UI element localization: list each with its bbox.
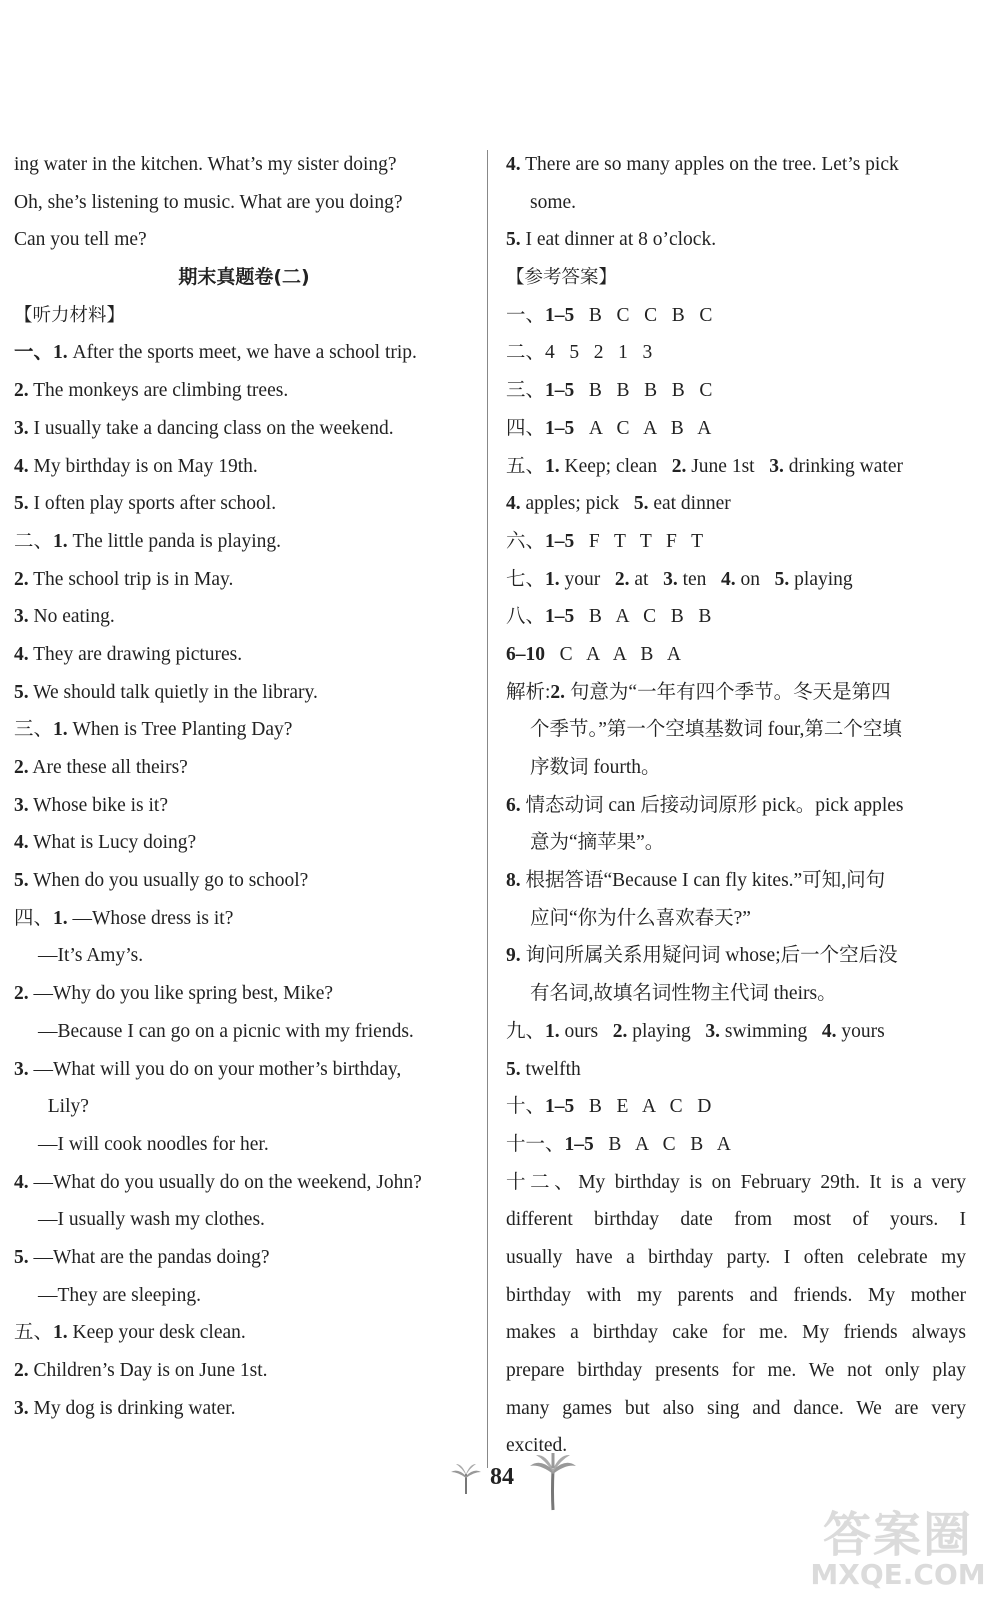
text-segment: My birthday is on May 19th.: [28, 455, 258, 477]
item-number: 4.: [14, 643, 29, 665]
text-segment: Keep your desk clean.: [67, 1322, 246, 1344]
text-segment: A C A B A: [574, 417, 712, 439]
item-number: 1.: [545, 1020, 560, 1042]
text-segment: 二、4 5 2 1 3: [506, 342, 653, 364]
left-column: [14, 146, 474, 1427]
right-column: [506, 146, 966, 1465]
text-line: [14, 1239, 474, 1277]
item-number: 1.: [53, 1322, 68, 1344]
text-segment: —Why do you like spring best, Mike?: [28, 983, 333, 1005]
text-segment: When do you usually go to school?: [28, 870, 309, 892]
item-number: 1.: [53, 342, 68, 364]
text-segment: 【听力材料】: [14, 304, 126, 326]
text-segment: twelfth: [520, 1058, 581, 1080]
text-segment: Are these all theirs?: [28, 757, 188, 778]
text-line: [506, 824, 966, 862]
text-segment: —They are sleeping.: [38, 1284, 201, 1306]
text-line: [506, 1013, 966, 1051]
text-line: [506, 1314, 966, 1352]
text-segment: eat dinner: [648, 493, 731, 515]
text-segment: —What will you do on your mother’s birthday,: [28, 1058, 402, 1080]
text-segment: I often play sports after school.: [28, 493, 277, 515]
text-line: [14, 221, 474, 259]
text-line: [14, 334, 474, 372]
text-line: [506, 1390, 966, 1428]
item-number: 2.: [612, 1020, 628, 1042]
item-number: 4.: [14, 1171, 29, 1193]
text-segment: Oh, she’s listening to music. What are you doing?: [14, 191, 403, 213]
text-segment: prepare birthday presents for me. We not only play: [506, 1360, 966, 1381]
item-number: 1–5: [545, 606, 575, 628]
text-segment: 六、: [506, 530, 546, 552]
text-segment: 五、: [506, 455, 546, 477]
item-number: 1–5: [564, 1133, 594, 1155]
text-segment: birthday with my parents and friends. My mother: [506, 1284, 966, 1306]
text-segment: 三、: [506, 380, 546, 402]
text-segment: After the sports meet, we have a school trip.: [67, 342, 417, 364]
text-line: [506, 900, 966, 938]
item-number: 5.: [14, 1246, 29, 1268]
text-segment: 二、: [14, 530, 54, 552]
text-segment: 三、: [14, 719, 54, 741]
text-segment: We should talk quietly in the library.: [28, 681, 318, 703]
text-line: [14, 184, 474, 222]
text-line: [506, 1239, 966, 1277]
watermark-url: MXQE.COM: [810, 1558, 986, 1591]
text-line: [14, 1314, 474, 1352]
item-number: 2.: [14, 380, 29, 402]
text-segment: There are so many apples on the tree. Let’s pick: [520, 154, 899, 175]
text-line: [506, 448, 966, 486]
item-number: 5.: [14, 493, 29, 515]
item-number: 1.: [53, 907, 68, 929]
item-number: 4.: [14, 455, 29, 477]
section-heading: [14, 297, 474, 335]
text-line: [506, 297, 966, 335]
text-segment: —Whose dress is it?: [67, 907, 234, 929]
text-line: [14, 674, 474, 712]
text-segment: 四、: [14, 907, 54, 929]
text-segment: They are drawing pictures.: [28, 643, 243, 665]
text-line: [14, 448, 474, 486]
text-segment: usually have a birthday party. I often celebrate my: [506, 1246, 966, 1268]
text-line: [14, 485, 474, 523]
text-line: [506, 561, 966, 599]
text-segment: playing: [789, 568, 853, 590]
item-number: 3.: [14, 606, 29, 628]
item-number: 4.: [721, 568, 736, 590]
text-segment: excited.: [506, 1435, 568, 1457]
text-line: [506, 787, 966, 825]
text-line: [14, 1164, 474, 1202]
text-line: [14, 598, 474, 636]
text-line: [14, 1277, 474, 1315]
text-line: [14, 824, 474, 862]
item-number: 2.: [14, 983, 29, 1005]
item-number: 8.: [506, 870, 521, 892]
text-line: [506, 1352, 966, 1390]
item-number: 4.: [506, 493, 521, 515]
text-line: [14, 975, 474, 1013]
text-line: [14, 1088, 474, 1126]
text-line: [14, 523, 474, 561]
palm-tree-ornament-icon: [528, 1452, 578, 1512]
plant-ornament-left-icon: [448, 1462, 484, 1496]
text-line: [14, 1126, 474, 1164]
text-line: [14, 146, 474, 184]
text-segment: The little panda is playing.: [67, 530, 282, 552]
text-segment: Can you tell me?: [14, 229, 147, 251]
item-number: 2.: [550, 681, 566, 703]
text-segment: 八、: [506, 606, 546, 628]
text-segment: I usually take a dancing class on the weekend.: [28, 417, 394, 439]
item-number: 2.: [671, 455, 687, 477]
text-segment: No eating.: [28, 606, 115, 628]
text-segment: 【参考答案】: [506, 267, 618, 289]
text-line: [14, 787, 474, 825]
item-number: 5.: [774, 568, 790, 590]
text-line: [506, 184, 966, 222]
text-line: [506, 711, 966, 749]
text-segment: Children’s Day is on June 1st.: [28, 1360, 268, 1381]
item-number: 3.: [14, 794, 29, 816]
text-line: [506, 636, 966, 674]
text-segment: 一、: [506, 304, 546, 326]
text-segment: C A A B A: [545, 643, 682, 665]
text-line: [506, 1164, 966, 1202]
item-number: 9.: [506, 945, 521, 967]
text-segment: —Because I can go on a picnic with my friends.: [38, 1020, 414, 1042]
item-number: 5.: [506, 229, 521, 251]
text-segment: 十二、My birthday is on February 29th. It is a very: [506, 1171, 966, 1193]
text-segment: —I usually wash my clothes.: [38, 1209, 265, 1231]
text-line: [14, 561, 474, 599]
text-segment: at: [629, 568, 664, 590]
text-line: [506, 937, 966, 975]
item-number: 2.: [14, 1360, 29, 1381]
text-segment: 七、: [506, 568, 546, 590]
text-segment: The monkeys are climbing trees.: [28, 380, 289, 402]
text-segment: apples; pick: [520, 493, 634, 515]
text-segment: —What are the pandas doing?: [28, 1246, 270, 1268]
text-segment: June 1st: [686, 455, 770, 477]
text-line: [14, 636, 474, 674]
text-segment: ing water in the kitchen. What’s my sister doing?: [14, 154, 397, 175]
text-line: [506, 221, 966, 259]
text-line: [14, 1352, 474, 1390]
item-number: 6.: [506, 794, 521, 816]
text-line: [14, 1201, 474, 1239]
item-number: 1.: [545, 455, 560, 477]
text-line: [14, 1051, 474, 1089]
item-number: 1–5: [545, 380, 575, 402]
text-segment: The school trip is in May.: [28, 568, 234, 590]
text-segment: 十、: [506, 1096, 546, 1118]
item-number: 3.: [705, 1020, 720, 1042]
item-number: 2.: [14, 757, 29, 778]
text-segment: What is Lucy doing?: [28, 832, 197, 854]
text-segment: ten: [677, 568, 722, 590]
text-segment: 应问“你为什么喜欢春天?”: [530, 907, 751, 929]
text-segment: 五、: [14, 1322, 54, 1344]
item-number: 1–5: [545, 304, 575, 326]
item-number: 3.: [14, 417, 29, 439]
text-segment: 四、: [506, 417, 546, 439]
text-segment: B A C B B: [574, 606, 712, 628]
item-number: 3.: [14, 1397, 29, 1419]
section-heading: [506, 259, 966, 297]
text-line: [506, 674, 966, 712]
text-segment: Keep; clean: [559, 455, 672, 477]
text-segment: makes a birthday cake for me. My friends always: [506, 1322, 966, 1344]
text-segment: 句意为“一年有四个季节。冬天是第四: [565, 681, 891, 703]
text-line: [506, 1277, 966, 1315]
item-number: 2.: [614, 568, 630, 590]
text-line: [506, 1051, 966, 1089]
item-number: 1.: [545, 568, 560, 590]
item-number: 1–5: [545, 1096, 575, 1118]
text-line: [14, 937, 474, 975]
text-segment: some.: [530, 191, 577, 213]
text-segment: B B B B C: [574, 380, 713, 402]
watermark-logo: [808, 1496, 988, 1600]
text-segment: 询问所属关系用疑问词 whose;后一个空后没: [520, 945, 898, 967]
text-line: [506, 523, 966, 561]
item-number: 一、: [14, 342, 54, 364]
item-number: 5.: [14, 870, 29, 892]
text-segment: B A C B A: [593, 1133, 731, 1155]
text-segment: many games but also sing and dance. We are very: [506, 1397, 966, 1419]
text-segment: ours: [559, 1020, 613, 1042]
item-number: 2.: [14, 568, 29, 590]
text-segment: I eat dinner at 8 o’clock.: [520, 229, 717, 251]
text-segment: B E A C D: [574, 1096, 712, 1118]
text-line: [14, 711, 474, 749]
column-divider: [487, 150, 488, 1468]
text-segment: 根据答语“Because I can fly kites.”可知,问句: [520, 870, 886, 892]
text-line: [14, 1390, 474, 1428]
text-line: [506, 1088, 966, 1126]
page-number: 84: [490, 1464, 514, 1490]
item-number: 1.: [53, 719, 68, 741]
text-line: [506, 598, 966, 636]
text-line: [506, 975, 966, 1013]
text-line: [506, 146, 966, 184]
text-segment: 九、: [506, 1020, 546, 1042]
section-title: [14, 259, 474, 297]
text-segment: your: [559, 568, 615, 590]
text-segment: 解析:: [506, 681, 551, 703]
text-segment: 期末真题卷(二): [178, 266, 310, 289]
text-segment: F T T F T: [574, 530, 704, 552]
text-segment: swimming: [719, 1020, 822, 1042]
item-number: 5.: [14, 681, 29, 703]
item-number: 4.: [506, 154, 521, 175]
item-number: 4.: [14, 832, 29, 854]
text-segment: playing: [627, 1020, 706, 1042]
text-line: [14, 410, 474, 448]
item-number: 5.: [633, 493, 649, 515]
text-segment: B C C B C: [574, 304, 713, 326]
text-segment: 序数词 fourth。: [530, 757, 661, 778]
text-line: [14, 900, 474, 938]
item-number: 4.: [821, 1020, 837, 1042]
text-segment: Lily?: [38, 1096, 89, 1118]
item-number: 3.: [14, 1058, 29, 1080]
text-segment: 情态动词 can 后接动词原形 pick。pick apples: [520, 794, 904, 816]
item-number: 3.: [663, 568, 678, 590]
text-segment: 意为“摘苹果”。: [530, 832, 665, 854]
item-number: 1–5: [545, 417, 575, 439]
text-segment: drinking water: [783, 455, 903, 477]
text-segment: When is Tree Planting Day?: [67, 719, 293, 741]
text-segment: 十一、: [506, 1133, 565, 1155]
text-line: [506, 372, 966, 410]
text-line: [14, 1013, 474, 1051]
item-number: 1.: [53, 530, 68, 552]
text-segment: 有名词,故填名词性物主代词 theirs。: [530, 983, 837, 1005]
item-number: 1–5: [545, 530, 575, 552]
text-line: [506, 410, 966, 448]
text-segment: —I will cook noodles for her.: [38, 1133, 269, 1155]
text-line: [506, 749, 966, 787]
text-segment: 个季节。”第一个空填基数词 four,第二个空填: [530, 719, 902, 741]
item-number: 3.: [769, 455, 784, 477]
text-line: [506, 1126, 966, 1164]
text-line: [506, 334, 966, 372]
text-segment: yours: [836, 1020, 885, 1042]
text-line: [506, 862, 966, 900]
text-segment: —What do you usually do on the weekend, John?: [28, 1171, 422, 1193]
text-line: [506, 485, 966, 523]
text-line: [506, 1201, 966, 1239]
item-number: 5.: [506, 1058, 521, 1080]
text-segment: Whose bike is it?: [28, 794, 168, 816]
text-line: [14, 372, 474, 410]
text-segment: different birthday date from most of yours. I: [506, 1209, 966, 1231]
text-segment: My dog is drinking water.: [28, 1397, 236, 1419]
text-segment: —It’s Amy’s.: [38, 945, 144, 967]
text-line: [14, 749, 474, 787]
text-segment: on: [735, 568, 775, 590]
item-number: 6–10: [506, 643, 545, 665]
text-line: [14, 862, 474, 900]
watermark-title: 答案圈: [822, 1507, 973, 1563]
